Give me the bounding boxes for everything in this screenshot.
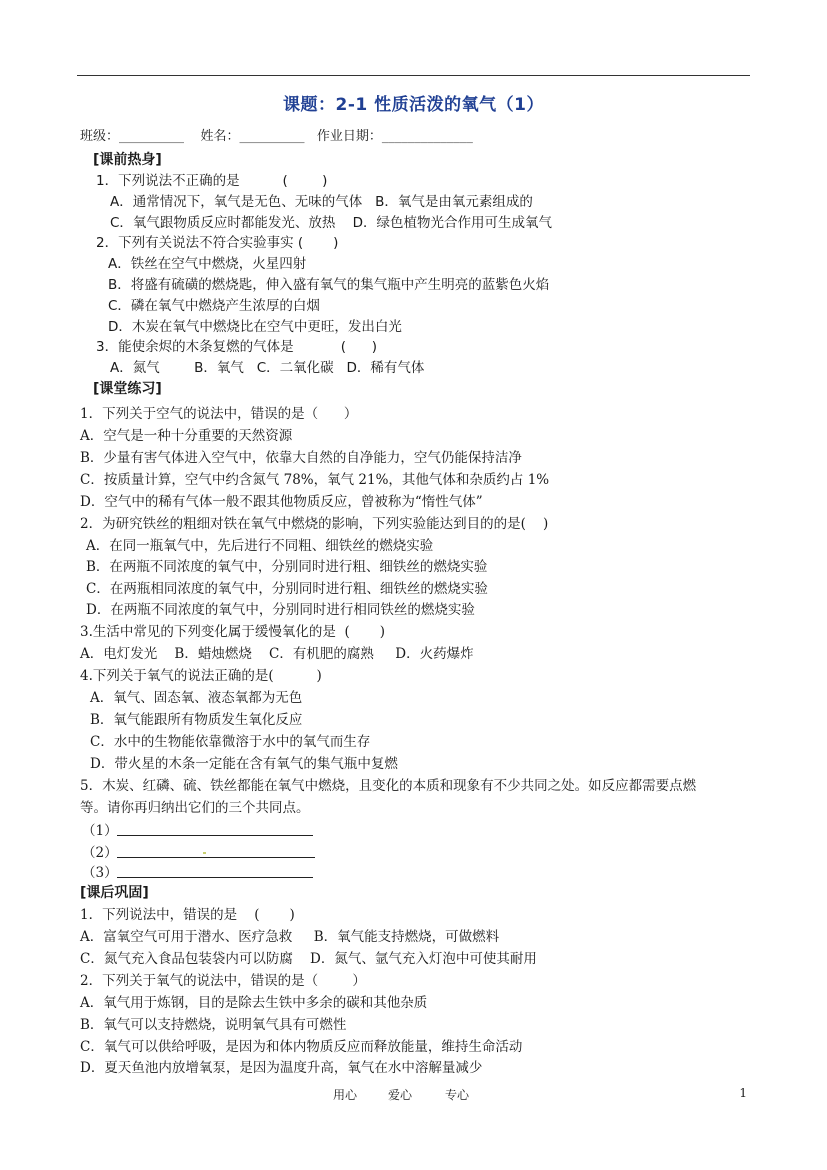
class-question-line: 5．木炭、红磷、硫、铁丝都能在氧气中燃烧，且变化的本质和现象有不少共同之处。如反应都需要点燃: [80, 778, 697, 794]
section-heading-post: [课后巩固]: [80, 885, 149, 901]
pre-question-line: A．氮气 B．氧气 C．二氧化碳 D．稀有气体: [110, 360, 425, 376]
class-question-line: 1．下列关于空气的说法中，错误的是（ ）: [80, 406, 358, 422]
pre-question-line: B．将盛有硫磺的燃烧匙，伸入盛有氧气的集气瓶中产生明亮的蓝紫色火焰: [108, 277, 550, 293]
pre-question-line: C．磷在氧气中燃烧产生浓厚的白烟: [108, 298, 320, 314]
class-question-line: C．水中的生物能依靠微溶于水中的氧气而生存: [90, 734, 371, 750]
class-question-line: A．氧气、固态氧、液态氧都为无色: [90, 690, 303, 706]
answer-label-3: （3）: [82, 865, 118, 881]
pre-question-line: 2．下列有关说法不符合实验事实 ( ): [96, 235, 339, 251]
pre-question-line: A．铁丝在空气中燃烧，火星四射: [108, 256, 307, 272]
post-question-line: A．富氧空气可用于潜水、医疗急救 B．氧气能支持燃烧，可做燃料: [80, 929, 500, 945]
page-number: 1: [739, 1086, 747, 1100]
post-question-line: 1．下列说法中，错误的是 ( ): [80, 907, 295, 923]
answer-blank-2[interactable]: [117, 857, 315, 858]
class-question-line: 2．为研究铁丝的粗细对铁在氧气中燃烧的影响，下列实验能达到目的的是( ): [80, 516, 549, 532]
header-rule: [77, 75, 750, 76]
answer-blank-1[interactable]: [117, 835, 313, 836]
pre-question-line: C．氧气跟物质反应时都能发光、放热 D．绿色植物光合作用可生成氧气: [110, 215, 552, 231]
answer-label-2: （2）: [82, 845, 118, 861]
post-question-line: A．氧气用于炼钢，目的是除去生铁中多余的碳和其他杂质: [80, 995, 428, 1011]
post-question-line: C．氧气可以供给呼吸，是因为和体内物质反应而释放能量，维持生命活动: [80, 1039, 523, 1055]
class-question-line: D．空气中的稀有气体一般不跟其他物质反应，曾被称为“惰性气体”: [80, 494, 483, 510]
post-question-line: B．氧气可以支持燃烧，说明氧气具有可燃性: [80, 1017, 347, 1033]
page-title: 课题：2-1 性质活泼的氧气（1）: [283, 95, 544, 115]
footer-text-1: 用心: [333, 1088, 358, 1102]
class-question-line: B．在两瓶不同浓度的氧气中，分别同时进行粗、细铁丝的燃烧实验: [86, 559, 488, 575]
pre-question-line: D．木炭在氧气中燃烧比在空气中更旺，发出白光: [108, 319, 402, 335]
section-heading-pre: [课前热身]: [93, 152, 162, 168]
post-question-line: C．氮气充入食品包装袋内可以防腐 D．氮气、氩气充入灯泡中可使其耐用: [80, 951, 537, 967]
class-question-line: 等。请你再归纳出它们的三个共同点。: [80, 800, 310, 816]
class-question-line: D．在两瓶不同浓度的氧气中，分别同时进行相同铁丝的燃烧实验: [86, 602, 475, 618]
pre-question-line: 1．下列说法不正确的是 ( ): [96, 173, 328, 189]
class-question-line: 4.下列关于氧气的说法正确的是( ): [80, 668, 322, 684]
class-question-line: C．按质量计算，空气中约含氮气 78%，氧气 21%，其他气体和杂质约占 1%: [80, 472, 550, 488]
section-heading-class: [课堂练习]: [93, 381, 162, 397]
student-info-line: 班级：__________ 姓名：__________ 作业日期：______________: [80, 129, 473, 144]
class-question-line: A．空气是一种十分重要的天然资源: [80, 428, 293, 444]
class-question-line: D．带火星的木条一定能在含有氧气的集气瓶中复燃: [90, 756, 398, 772]
post-question-line: 2．下列关于氧气的说法中，错误的是（ ）: [80, 973, 366, 989]
answer-blank-3[interactable]: [117, 877, 313, 878]
post-question-line: D．夏天鱼池内放增氧泵，是因为温度升高，氧气在水中溶解量减少: [80, 1060, 483, 1076]
class-question-line: 3.生活中常见的下列变化属于缓慢氧化的是 ( ): [80, 624, 386, 640]
footer-text-2: 爱心: [388, 1088, 413, 1102]
pre-question-line: 3．能使余烬的木条复燃的气体是 ( ): [96, 339, 378, 355]
stray-mark: [203, 852, 206, 854]
pre-question-line: A．通常情况下，氧气是无色、无味的气体 B．氧气是由氧元素组成的: [110, 194, 533, 210]
class-question-line: B．少量有害气体进入空气中，依靠大自然的自净能力，空气仍能保持洁净: [80, 450, 522, 466]
answer-label-1: （1）: [82, 823, 118, 839]
class-question-line: A．电灯发光 B．蜡烛燃烧 C．有机肥的腐熟 D．火药爆炸: [80, 646, 474, 662]
class-question-line: A．在同一瓶氧气中，先后进行不同粗、细铁丝的燃烧实验: [86, 538, 434, 554]
footer-text-3: 专心: [445, 1088, 470, 1102]
class-question-line: C．在两瓶相同浓度的氧气中，分别同时进行粗、细铁丝的燃烧实验: [86, 581, 488, 597]
class-question-line: B．氧气能跟所有物质发生氧化反应: [90, 712, 303, 728]
